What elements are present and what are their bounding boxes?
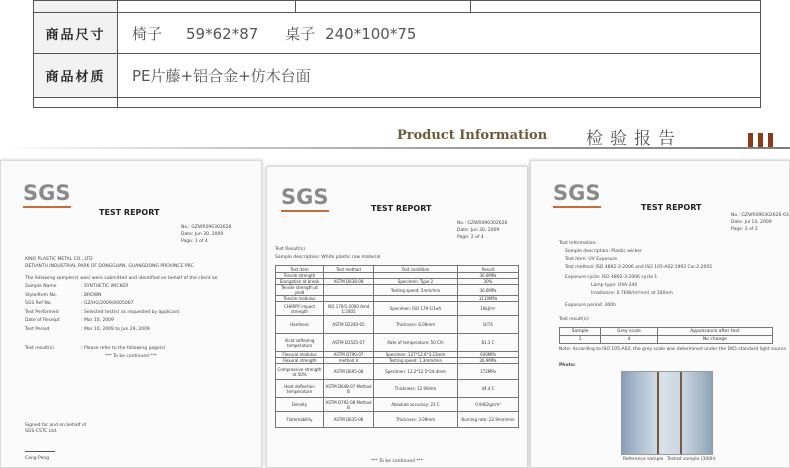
product-info-band — [0, 123, 790, 153]
band-title-cn: 检验报告 — [586, 129, 682, 149]
band-title-en: Product Information — [397, 128, 548, 143]
band-marks-icon — [748, 133, 773, 147]
info-line: Test method: ISO 4892-3:2006 and ISO 105-A02:1993 Cor.2:2005 — [565, 265, 713, 270]
report-intro: The following sample(s) was/ were submitted and identified on behalf of the client as: — [25, 276, 219, 281]
report-sheet-1 — [0, 160, 262, 468]
info-line: Test item: UV Exposure — [565, 257, 618, 262]
report-sheet-2 — [266, 166, 528, 468]
photo-caption-left: Reference sample — [623, 457, 664, 462]
field-row: SGS Ref No. : GZ/HG/2009/0005067 — [25, 301, 134, 307]
signed-org: SGS-CSTC Ltd. — [25, 429, 58, 434]
report-title: TEST REPORT — [641, 203, 702, 212]
size-value — [118, 13, 761, 54]
table-row: Flammability ASTM D635-06 Thickness: 3.09mm Burning rate: 22.9mm/min — [276, 412, 519, 428]
report-ref: No.: GZWR090302626-03 — [731, 213, 789, 218]
report-page: Page: 2 of 2 — [731, 227, 758, 232]
table-row: Tensile strength 30.6MPa — [276, 273, 519, 279]
table-row: CHARPY impact strength ISO 179/1:2000 Amd 1:2005 Specimen: ISO 179-1/1eA 16kJ/m² — [276, 302, 519, 316]
continued-note: *** To be continued *** — [371, 459, 424, 464]
sgs-logo: SGS — [23, 181, 71, 205]
report-ref: No.: GZWR090302626 — [457, 221, 508, 226]
report-page: Page: 2 of 4 — [457, 235, 484, 240]
table-row: Compressive strength at 50% ASTM D695-08 Specimen: 12.2*12.5*24.4mm 172MPa — [276, 364, 519, 380]
sample-photo — [621, 371, 713, 455]
client-company: KINO PLASTIC METAL CO., LTD — [25, 257, 93, 262]
table-row: 1 4 No change — [560, 336, 773, 344]
table-row: Density ASTM D792-08 Method B Absolute accuracy: 23 C 0.9462g/cm³ — [276, 398, 519, 412]
results-label: Test Result(s) — [275, 247, 306, 252]
info-line: Test result(s): — [559, 317, 590, 322]
signer-name: Cang Peng — [25, 456, 50, 461]
report-date: Date: Jun 30, 2009 — [457, 228, 500, 233]
table-row: Elongation at break ASTM D638-08 Specimen: Type 2 30% — [276, 279, 519, 285]
spec-row-material — [34, 54, 761, 98]
continued-note: *** To be continued *** — [105, 354, 158, 359]
table-row: Heat deflection temperature ASTM D648-07 Method B Thickness: 12.90mm 44.4 C — [276, 380, 519, 398]
table-row: Hardness ASTM D2240-05 Thickness: 6.06mm D/74 — [276, 316, 519, 334]
report-title: TEST REPORT — [99, 208, 160, 217]
material-label: 商品材质 — [34, 54, 118, 98]
signature-icon — [25, 444, 55, 452]
info-line: Exposure period: 300h — [565, 303, 616, 308]
table-row: Tensile modulus 1110MPa — [276, 296, 519, 302]
photo-caption-right: Tested sample (300h) — [667, 457, 716, 462]
sgs-logo: SGS — [553, 181, 601, 205]
table-size: 桌子 240*100*75 — [285, 24, 417, 43]
grey-scale-note: Note: According to ISO 105-A02, the grey scale was determined under the D65 standard light source. — [559, 347, 788, 352]
report-page: Page: 1 of 4 — [181, 239, 208, 244]
table-row: Flexural modulus ASTM D790-07 Specimen: 127*12.6*3.23mm 930MPa — [276, 352, 519, 358]
report-ref: No.: GZWR090302626 — [181, 225, 232, 230]
sgs-logo: SGS — [281, 185, 329, 209]
material-value: PE片藤+铝合金+仿木台面 — [118, 54, 761, 98]
report-fields — [25, 284, 179, 354]
results-label: Test Information: — [559, 241, 597, 246]
field-row: Date of Receipt : Mar 10, 2009 — [25, 318, 114, 324]
spec-table — [33, 0, 761, 108]
field-row: Style/Item No. : BROWN — [25, 292, 102, 298]
info-line: Sample description: Plastic wicker — [565, 249, 642, 254]
chair-size: 椅子 59*62*87 — [132, 24, 259, 43]
field-row: Test result(s) : Please refer to the following page(s) — [25, 345, 166, 351]
report-date: Date: Jun 30, 2009 — [181, 232, 224, 237]
sample-desc: Sample description: White plastic raw material — [275, 255, 381, 260]
table-header: Test item Test method Test condition Result — [276, 266, 519, 273]
signed-line: Signed for and on behalf of — [25, 423, 87, 428]
info-line: Irradiance: 0.76W/(m²nm) at 340nm — [591, 291, 673, 296]
size-label: 商品尺寸 — [34, 13, 118, 54]
spec-row-top — [34, 1, 761, 13]
photo-label: Photo: — [559, 363, 576, 368]
field-row: Sample Name : SYNTHETIC WICKER — [25, 284, 129, 289]
report-title: TEST REPORT — [371, 204, 432, 213]
table-header: Sample Grey scale Appearance after test — [560, 328, 773, 336]
spec-row-tail — [34, 98, 761, 108]
client-address: DETIANTU INDUSTRIAL PARK OF DONGGUAN, GUANGDONG PROVINCE PRC — [25, 264, 194, 269]
table-row: Flexural strength method A Testing speed: 1.3mm/min 26.9MPa — [276, 358, 519, 364]
info-line: Lamp type: UVA-340 — [591, 283, 638, 288]
spec-row-size — [34, 13, 761, 54]
report-date: Date: Jul 14, 2009 — [731, 220, 772, 225]
report-sheet-3 — [530, 160, 790, 468]
table-row: Tensile strength at yield Testing speed: 5mm/min 30.6MPa — [276, 285, 519, 296]
grey-scale-table — [559, 327, 773, 344]
field-row: Test Period : Mar 10, 2009 to Jun 29, 2009 — [25, 326, 150, 332]
table-row: Vicat softening temperature ASTM D1525-07 Rate of temperature: 50 C/h 81.3 C — [276, 334, 519, 352]
info-line: Exposure cycle: ISO 4892-3:2006 cycle 1 — [565, 275, 658, 280]
field-row: Test Performed : Selected test(s) as requested by applicant — [25, 309, 180, 315]
test-result-table — [275, 265, 519, 428]
